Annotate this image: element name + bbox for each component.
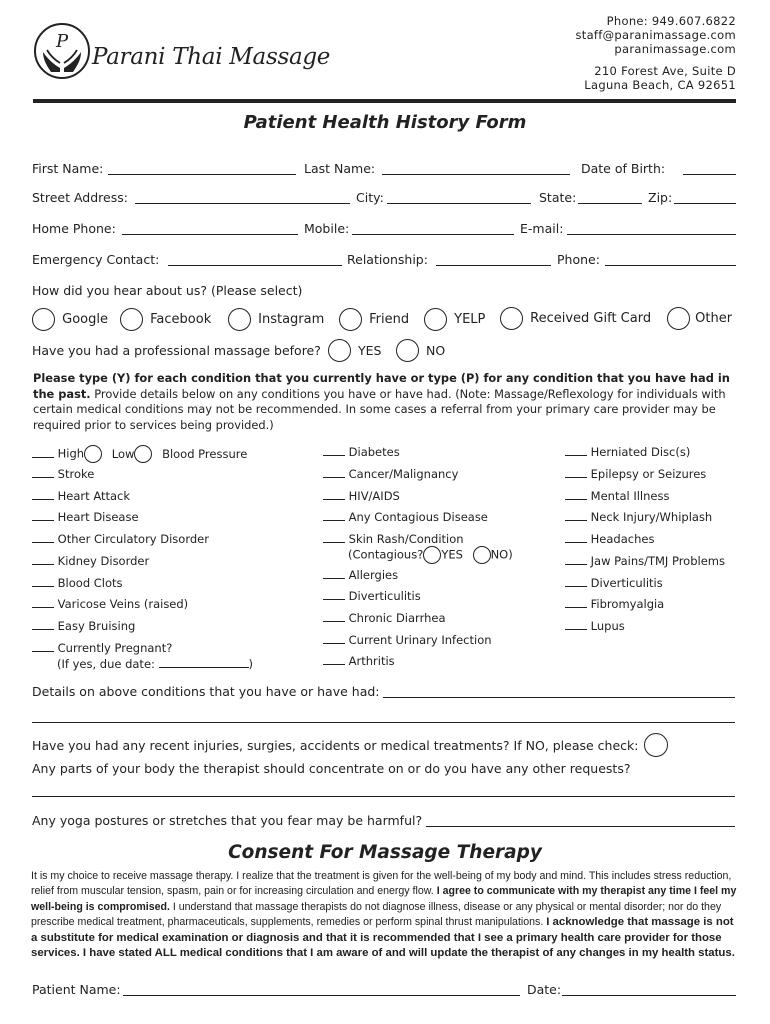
condition-blank[interactable] (565, 542, 587, 543)
conditions-instructions-note: Provide details below on any conditions you have or have had. (Note: Massage/Reflexology for individuals with certain medical conditions may not be recommended. In some cases a referral from your primary care provider may be required prior to services being provided.) (33, 386, 726, 432)
contact-website: paranimassage.com (614, 42, 736, 56)
date-label: Date: (527, 982, 562, 997)
condition-item: Mental Illness (565, 489, 669, 503)
consent-text (31, 869, 741, 961)
condition-blank[interactable] (565, 629, 587, 630)
condition-blank[interactable] (323, 599, 345, 600)
condition-item: Lupus (565, 619, 625, 633)
details-field-line1[interactable] (383, 697, 735, 698)
radio-circle-icon[interactable] (667, 307, 690, 330)
dob-label: Date of Birth: (581, 161, 666, 176)
condition-item: Diverticulitis (323, 589, 421, 603)
home-phone-label: Home Phone: (32, 221, 116, 236)
street-label: Street Address: (32, 190, 128, 205)
date-field[interactable] (562, 995, 736, 996)
conditions-instructions (33, 371, 733, 433)
condition-item: Heart Attack (32, 489, 130, 503)
condition-item: Other Circulatory Disorder (32, 532, 209, 546)
no-injuries-checkbox-icon[interactable] (644, 733, 668, 757)
contagious-no-circle-icon[interactable] (473, 546, 491, 564)
condition-item: Neck Injury/Whiplash (565, 510, 712, 524)
yoga-label: Any yoga postures or stretches that you fear may be harmful? (32, 813, 423, 828)
condition-item: Diabetes (323, 445, 400, 459)
svg-text:P: P (55, 31, 69, 52)
referral-question: How did you hear about us? (Please select) (32, 283, 303, 298)
condition-blank[interactable] (323, 621, 345, 622)
condition-blank[interactable] (565, 477, 587, 478)
due-date-line: (If yes, due date: ) (57, 657, 254, 671)
consent-title: Consent For Massage Therapy (228, 842, 542, 863)
radio-circle-icon[interactable] (396, 339, 419, 362)
consent-paragraph-1: It is my choice to receive massage therapy. I realize that the treatment is given for the well-being of my body and mind. This includes stress reduction, relief from muscular tension, spasm, pain or for increasing circulation and energy flow. (31, 870, 732, 898)
conditions-instructions-bold: Please type (Y) for each condition that you currently have or type (P) for any condition that you have had in the past. (33, 371, 730, 401)
condition-item: Fibromyalgia (565, 597, 664, 611)
condition-item: Jaw Pains/TMJ Problems (565, 554, 725, 568)
radio-circle-icon[interactable] (120, 308, 143, 331)
condition-item: Stroke (32, 467, 94, 481)
condition-blank[interactable] (565, 586, 587, 587)
radio-circle-icon[interactable] (328, 339, 351, 362)
referral-option-yelp[interactable]: YELP (424, 308, 485, 331)
city-label: City: (356, 190, 384, 205)
condition-item: Easy Bruising (32, 619, 135, 633)
state-label: State: (539, 190, 577, 205)
condition-item: Any Contagious Disease (323, 510, 488, 524)
condition-blank[interactable] (32, 607, 54, 608)
condition-item: Epilepsy or Seizures (565, 467, 706, 481)
radio-circle-icon[interactable] (424, 308, 447, 331)
radio-circle-icon[interactable] (339, 308, 362, 331)
prior-massage-question: Have you had a professional massage before? (32, 343, 321, 358)
emergency-phone-field[interactable] (605, 265, 736, 266)
condition-item: Chronic Diarrhea (323, 611, 446, 625)
radio-circle-icon[interactable] (500, 307, 523, 330)
prior-massage-no[interactable]: NO (396, 339, 445, 362)
condition-item: Herniated Disc(s) (565, 445, 690, 459)
contagious-line: (Contagious? YES NO) (348, 546, 513, 564)
condition-blank[interactable] (32, 477, 54, 478)
details-field-line2[interactable] (32, 722, 735, 723)
hands-logo-icon (33, 22, 91, 80)
condition-blank[interactable] (32, 651, 54, 652)
condition-blank[interactable] (323, 578, 345, 579)
details-label: Details on above conditions that you have or have had: (32, 684, 380, 699)
condition-blank[interactable] (565, 499, 587, 500)
bp-high-circle-icon[interactable] (84, 445, 102, 463)
first-name-field[interactable] (108, 174, 296, 175)
mobile-label: Mobile: (304, 221, 350, 236)
due-date-field[interactable] (159, 667, 249, 668)
email-label: E-mail: (520, 221, 564, 236)
condition-blank[interactable] (32, 586, 54, 587)
email-field[interactable] (567, 234, 736, 235)
condition-skin-rash: Skin Rash/Condition (323, 532, 464, 546)
home-phone-field[interactable] (122, 234, 298, 235)
condition-blank[interactable] (32, 520, 54, 521)
condition-blank[interactable] (323, 542, 345, 543)
condition-item: Headaches (565, 532, 654, 546)
contact-block (575, 14, 736, 92)
consent-bold-1: I agree to communicate with my therapist any time I feel my well-being is compromised. (31, 885, 737, 913)
header-divider (33, 99, 736, 103)
condition-blood-pressure: High Low Blood Pressure (32, 445, 247, 463)
street-field[interactable] (135, 203, 350, 204)
consent-paragraph-2: I understand that massage therapists do not diagnose illness, disease or any physical or mental disorder; nor do they prescribe medical treatment, pharmaceuticals, supplements, remedies or perform spinal thrust manipulations. (31, 900, 722, 929)
condition-blank[interactable] (323, 499, 345, 500)
concentrate-label: Any parts of your body the therapist should concentrate on or do you have any other requests? (32, 761, 631, 776)
referral-option-facebook[interactable]: Facebook (120, 308, 211, 331)
radio-circle-icon[interactable] (228, 308, 251, 331)
condition-pregnant: Currently Pregnant? (32, 641, 172, 655)
zip-field[interactable] (674, 203, 736, 204)
contact-email: staff@paranimassage.com (575, 28, 736, 42)
referral-option-instagram[interactable]: Instagram (228, 308, 324, 331)
mobile-field[interactable] (352, 234, 514, 235)
zip-label: Zip: (648, 190, 673, 205)
brand-name: Parani Thai Massage (92, 44, 331, 70)
patient-name-field[interactable] (123, 995, 520, 996)
referral-option-gift-card[interactable]: Received Gift Card (500, 307, 651, 330)
emergency-contact-field[interactable] (168, 265, 342, 266)
last-name-label: Last Name: (304, 161, 376, 176)
dob-field[interactable] (683, 174, 736, 175)
logo (33, 22, 91, 84)
state-field[interactable] (578, 203, 642, 204)
last-name-field[interactable] (382, 174, 570, 175)
contact-address-line2: Laguna Beach, CA 92651 (584, 78, 736, 92)
condition-blank[interactable] (323, 455, 345, 456)
condition-blank[interactable] (565, 564, 587, 565)
condition-blank[interactable] (565, 520, 587, 521)
yoga-field[interactable] (426, 826, 735, 827)
referral-option-google[interactable]: Google (32, 308, 108, 331)
condition-item: Cancer/Malignancy (323, 467, 458, 481)
radio-circle-icon[interactable] (32, 308, 55, 331)
referral-option-friend[interactable]: Friend (339, 308, 409, 331)
condition-blank[interactable] (32, 542, 54, 543)
condition-blank[interactable] (32, 499, 54, 500)
prior-massage-yes[interactable]: YES (328, 339, 381, 362)
city-field[interactable] (387, 203, 531, 204)
condition-blank[interactable] (32, 629, 54, 630)
emergency-phone-label: Phone: (557, 252, 600, 267)
condition-item: Varicose Veins (raised) (32, 597, 188, 611)
condition-item: Allergies (323, 568, 398, 582)
consent-bold-2: I acknowledge that massage is not a substitute for medical examination or diagnosis and that it is recommended that I see a primary health care provider for those services. I have stated ALL medical conditions that I am aware of and will update the therapist of any changes in my health status. (31, 916, 735, 960)
relationship-label: Relationship: (347, 252, 428, 267)
condition-item: Blood Clots (32, 576, 123, 590)
condition-blank[interactable] (32, 564, 54, 565)
condition-item: HIV/AIDS (323, 489, 400, 503)
patient-name-label: Patient Name: (32, 982, 121, 997)
condition-item: Heart Disease (32, 510, 139, 524)
bp-low-circle-icon[interactable] (134, 445, 152, 463)
form-title: Patient Health History Form (243, 112, 527, 133)
condition-blank[interactable] (32, 457, 54, 458)
relationship-field[interactable] (436, 265, 551, 266)
injuries-label: Have you had any recent injuries, surgies, accidents or medical treatments? If NO, please check: (32, 738, 639, 753)
condition-blank[interactable] (323, 520, 345, 521)
condition-item: Kidney Disorder (32, 554, 149, 568)
contagious-yes-circle-icon[interactable] (423, 546, 441, 564)
condition-item: Diverticulitis (565, 576, 663, 590)
first-name-label: First Name: (32, 161, 104, 176)
condition-blank[interactable] (565, 607, 587, 608)
contact-address-line1: 210 Forest Ave, Suite D (594, 64, 736, 78)
condition-blank[interactable] (565, 455, 587, 456)
referral-option-other[interactable]: Other (667, 307, 732, 330)
condition-item: Arthritis (323, 654, 395, 668)
concentrate-field[interactable] (32, 796, 735, 797)
emergency-contact-label: Emergency Contact: (32, 252, 160, 267)
condition-item: Current Urinary Infection (323, 633, 492, 647)
contact-phone: Phone: 949.607.6822 (606, 14, 736, 28)
condition-blank[interactable] (323, 643, 345, 644)
condition-blank[interactable] (323, 477, 345, 478)
condition-blank[interactable] (323, 664, 345, 665)
